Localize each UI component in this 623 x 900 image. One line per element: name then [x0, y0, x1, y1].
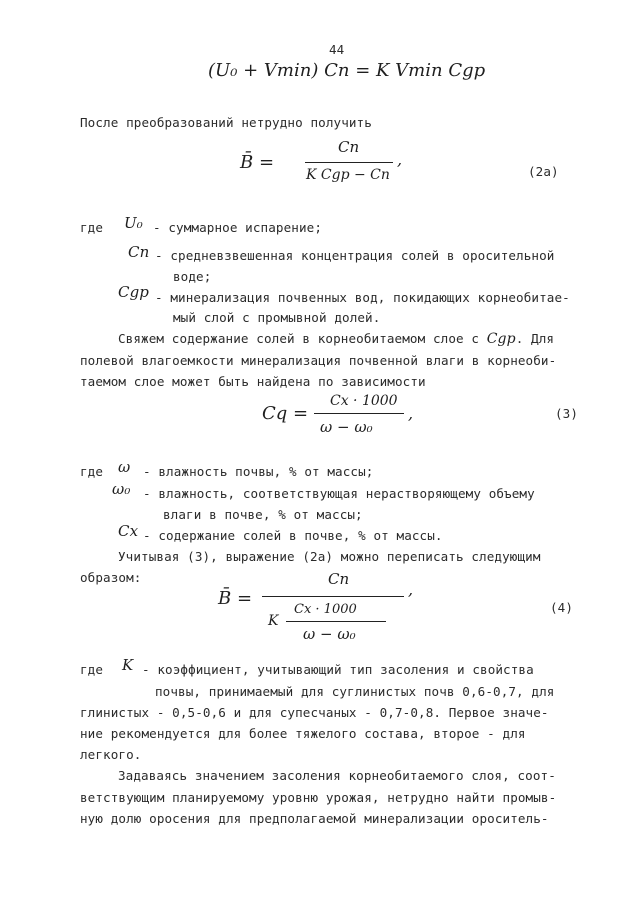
paragraph-line: легкого.: [80, 747, 142, 762]
symbol-k: K: [122, 656, 134, 674]
paragraph-line: - коэффициент, учитывающий тип засоления и свойства: [142, 662, 534, 677]
symbol-cgp: Cgp: [118, 283, 149, 301]
paragraph-line: ние рекомендуется для более тяжелого состава, второе - для: [80, 726, 526, 741]
equation-4-inner-numerator: Cx · 1000: [294, 602, 357, 617]
equation-2a-label: (2а): [528, 164, 559, 179]
symbol-omega: ω: [118, 458, 131, 476]
paragraph-text: . Для: [515, 331, 555, 346]
equation-2a-comma: ,: [397, 150, 403, 169]
page-number: 44: [329, 42, 345, 57]
equation-2a-denominator: K Cgp − Cп: [306, 167, 390, 183]
equation-1: [208, 60, 485, 81]
defs-prefix: где: [80, 464, 104, 479]
def-text: - средневзвешенная концентрация солей в оросительной: [155, 248, 555, 263]
equation-4-lhs: B̄ =: [218, 588, 253, 609]
fraction-bar: [262, 596, 404, 597]
equation-2a-lhs: B̄ =: [240, 152, 275, 173]
paragraph-line: полевой влагоемкости минерализация почвенной влаги в корнеоби-: [80, 353, 557, 368]
equation-3-lhs: Cq =: [262, 403, 309, 424]
equation-4-label: (4): [550, 600, 574, 615]
symbol-cp: Cп: [128, 243, 150, 261]
fraction-bar: [286, 621, 386, 622]
def-text-cont: воде;: [173, 269, 212, 284]
paragraph-line: почвы, принимаемый для суглинистых почв 0,6-0,7, для: [155, 684, 555, 699]
paragraph-line: образом:: [80, 570, 142, 585]
equation-2a-numerator: Cп: [338, 138, 360, 156]
equation-4-inner-denominator: ω − ω₀: [303, 625, 356, 643]
text-line: После преобразований нетрудно получить: [80, 115, 372, 130]
paragraph-text: Свяжем содержание солей в корнеобитаемом слое с: [118, 331, 487, 346]
symbol-u0: U₀: [124, 214, 143, 232]
equation-3-denominator: ω − ω₀: [320, 418, 373, 436]
equation-4-inner-k: K: [268, 613, 279, 629]
def-text: - минерализация почвенных вод, покидающих корнеобитае-: [155, 290, 570, 305]
symbol-cgp: Cgp: [486, 331, 516, 347]
def-text: - содержание солей в почве, % от массы.: [143, 528, 443, 543]
paragraph-line: Учитывая (3), выражение (2а) можно переписать следующим: [118, 549, 541, 564]
equation-1-lhs: (U₀ + Vmin) Cп: [208, 60, 350, 81]
def-text: - влажность почвы, % от массы;: [143, 464, 374, 479]
equation-3-numerator: Cx · 1000: [330, 393, 398, 409]
paragraph-line: глинистых - 0,5-0,6 и для супесчаных - 0,7-0,8. Первое значе-: [80, 705, 549, 720]
def-text: - влажность, соответствующая нерастворяющему объему: [143, 486, 535, 501]
defs-prefix: где: [80, 662, 104, 677]
paragraph-line: Задаваясь значением засоления корнеобитаемого слоя, соот-: [118, 768, 556, 783]
paragraph-line: таемом слое может быть найдена по зависимости: [80, 374, 426, 389]
equation-3-comma: ,: [408, 404, 414, 423]
symbol-cx: Cx: [118, 522, 139, 540]
def-text: - суммарное испарение;: [153, 220, 323, 235]
defs-prefix: где: [80, 220, 104, 235]
fraction-bar: [305, 162, 393, 163]
paragraph-line: ную долю оросения для предполагаемой минерализации ороситель-: [80, 811, 549, 826]
equation-1-rhs: = K Vmin Cgp: [355, 60, 486, 81]
symbol-omega0: ω₀: [112, 480, 131, 498]
equation-3-label: (3): [555, 406, 579, 421]
equation-4-numerator: Cп: [328, 570, 350, 588]
equation-4-comma: ,: [408, 580, 414, 599]
paragraph-line: [118, 331, 554, 347]
paragraph-line: ветствующим планируемому уровню урожая, нетрудно найти промыв-: [80, 790, 557, 805]
def-text-cont: мый слой с промывной долей.: [173, 310, 381, 325]
def-text-cont: влаги в почве, % от массы;: [163, 507, 363, 522]
fraction-bar: [314, 413, 404, 414]
